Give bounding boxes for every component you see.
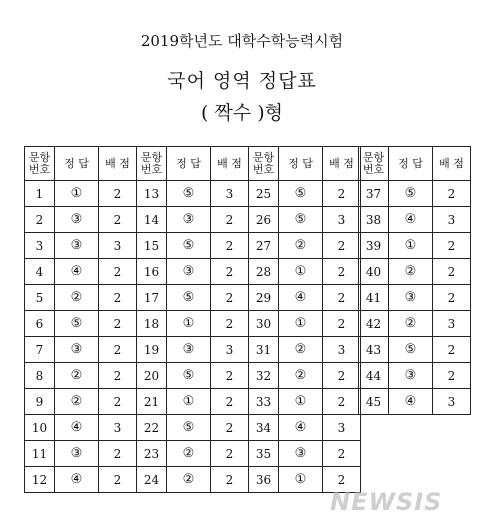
point-value: 2 [211, 207, 249, 233]
table-row [25, 389, 361, 415]
point-value: 2 [99, 467, 137, 493]
question-number: 3 [25, 233, 55, 259]
question-number: 10 [25, 415, 55, 441]
point-value: 2 [99, 311, 137, 337]
table-row [25, 285, 361, 311]
answer-mark: ⑤ [279, 207, 323, 233]
point-value: 2 [323, 285, 361, 311]
answer-mark: ⑤ [167, 181, 211, 207]
point-value: 3 [99, 415, 137, 441]
question-number: 2 [25, 207, 55, 233]
answer-mark: ③ [167, 259, 211, 285]
question-number: 38 [359, 207, 389, 233]
point-value: 2 [211, 285, 249, 311]
question-number: 14 [137, 207, 167, 233]
question-number: 45 [359, 389, 389, 415]
question-number: 29 [249, 285, 279, 311]
answer-mark: ③ [55, 233, 99, 259]
answer-mark: ③ [55, 207, 99, 233]
answer-table-main [24, 146, 361, 493]
answer-mark: ② [55, 389, 99, 415]
answer-mark: ② [167, 467, 211, 493]
table-row [25, 337, 361, 363]
question-number: 44 [359, 363, 389, 389]
column-header-points: 배 점 [211, 147, 249, 181]
question-number: 24 [137, 467, 167, 493]
column-header-points: 배 점 [433, 147, 471, 181]
table-row [359, 363, 471, 389]
answer-mark: ① [167, 311, 211, 337]
point-value: 2 [211, 441, 249, 467]
point-value: 2 [99, 389, 137, 415]
question-number: 36 [249, 467, 279, 493]
answer-mark: ② [279, 363, 323, 389]
question-number: 13 [137, 181, 167, 207]
answer-mark: ② [167, 441, 211, 467]
question-number: 40 [359, 259, 389, 285]
point-value: 3 [433, 389, 471, 415]
point-value: 2 [433, 363, 471, 389]
question-number: 11 [25, 441, 55, 467]
table-row [359, 259, 471, 285]
question-number: 20 [137, 363, 167, 389]
answer-mark: ③ [55, 337, 99, 363]
answer-mark: ⑤ [389, 337, 433, 363]
answer-mark: ② [55, 363, 99, 389]
column-header-number: 문항 번호 [25, 147, 55, 181]
point-value: 2 [99, 181, 137, 207]
point-value: 2 [433, 337, 471, 363]
answer-mark: ⑤ [167, 233, 211, 259]
answer-mark: ① [279, 311, 323, 337]
question-number: 1 [25, 181, 55, 207]
answer-mark: ③ [279, 441, 323, 467]
answer-table-extra [358, 146, 471, 415]
question-number: 26 [249, 207, 279, 233]
question-number: 43 [359, 337, 389, 363]
question-number: 7 [25, 337, 55, 363]
column-header-points: 배 점 [99, 147, 137, 181]
point-value: 2 [323, 441, 361, 467]
point-value: 2 [211, 259, 249, 285]
answer-mark: ③ [167, 337, 211, 363]
point-value: 3 [433, 207, 471, 233]
answer-mark: ③ [389, 363, 433, 389]
point-value: 2 [433, 181, 471, 207]
table-row [25, 181, 361, 207]
answer-mark: ② [279, 233, 323, 259]
answer-mark: ③ [167, 207, 211, 233]
point-value: 3 [211, 337, 249, 363]
question-number: 32 [249, 363, 279, 389]
point-value: 2 [323, 389, 361, 415]
answer-mark: ⑤ [389, 181, 433, 207]
answer-mark: ③ [389, 285, 433, 311]
question-number: 21 [137, 389, 167, 415]
column-header-answer: 정 답 [55, 147, 99, 181]
point-value: 2 [211, 389, 249, 415]
question-number: 16 [137, 259, 167, 285]
question-number: 31 [249, 337, 279, 363]
point-value: 3 [323, 207, 361, 233]
answer-mark: ④ [55, 259, 99, 285]
answer-mark: ② [389, 311, 433, 337]
answer-mark: ⑤ [167, 285, 211, 311]
question-number: 5 [25, 285, 55, 311]
answer-mark: ② [279, 337, 323, 363]
point-value: 2 [433, 285, 471, 311]
point-value: 2 [323, 311, 361, 337]
answer-mark: ① [55, 181, 99, 207]
table-row [25, 259, 361, 285]
point-value: 2 [211, 363, 249, 389]
point-value: 3 [211, 181, 249, 207]
answer-mark: ① [279, 467, 323, 493]
answer-mark: ④ [389, 389, 433, 415]
point-value: 3 [323, 337, 361, 363]
question-number: 17 [137, 285, 167, 311]
newsis-watermark: NEWSIS [330, 488, 443, 516]
column-header-answer: 정 답 [279, 147, 323, 181]
answer-mark: ④ [279, 415, 323, 441]
point-value: 2 [323, 181, 361, 207]
point-value: 2 [323, 259, 361, 285]
question-number: 35 [249, 441, 279, 467]
question-number: 12 [25, 467, 55, 493]
table-row [25, 415, 361, 441]
question-number: 4 [25, 259, 55, 285]
answer-mark: ⑤ [167, 363, 211, 389]
question-number: 39 [359, 233, 389, 259]
question-number: 23 [137, 441, 167, 467]
table-row [359, 311, 471, 337]
table-row [359, 285, 471, 311]
question-number: 42 [359, 311, 389, 337]
table-row [359, 337, 471, 363]
point-value: 2 [211, 467, 249, 493]
sheet-title: 국어 영역 정답표 [167, 70, 317, 92]
point-value: 3 [323, 415, 361, 441]
sheet-type: ( 짝수 )형 [201, 102, 283, 124]
answer-mark: ④ [55, 467, 99, 493]
point-value: 2 [433, 259, 471, 285]
point-value: 3 [433, 311, 471, 337]
answer-mark: ⑤ [167, 415, 211, 441]
point-value: 2 [99, 259, 137, 285]
column-header-number: 문항 번호 [137, 147, 167, 181]
table-row [25, 441, 361, 467]
answer-mark: ② [389, 259, 433, 285]
question-number: 30 [249, 311, 279, 337]
answer-mark: ① [167, 389, 211, 415]
question-number: 27 [249, 233, 279, 259]
table-row [359, 207, 471, 233]
point-value: 2 [433, 233, 471, 259]
answer-mark: ① [279, 389, 323, 415]
table-row [359, 181, 471, 207]
question-number: 8 [25, 363, 55, 389]
column-header-answer: 정 답 [167, 147, 211, 181]
table-row [25, 311, 361, 337]
question-number: 28 [249, 259, 279, 285]
question-number: 25 [249, 181, 279, 207]
answer-mark: ⑤ [279, 181, 323, 207]
point-value: 2 [99, 207, 137, 233]
table-row [25, 233, 361, 259]
point-value: 2 [211, 311, 249, 337]
point-value: 2 [99, 441, 137, 467]
point-value: 2 [211, 233, 249, 259]
answer-mark: ② [55, 285, 99, 311]
question-number: 9 [25, 389, 55, 415]
question-number: 15 [137, 233, 167, 259]
question-number: 18 [137, 311, 167, 337]
question-number: 34 [249, 415, 279, 441]
exam-title: 2019학년도 대학수학능력시험 [140, 32, 344, 50]
point-value: 2 [99, 337, 137, 363]
answer-mark: ③ [55, 441, 99, 467]
table-row [359, 233, 471, 259]
point-value: 2 [211, 415, 249, 441]
table-row [25, 363, 361, 389]
question-number: 41 [359, 285, 389, 311]
column-header-number: 문항 번호 [249, 147, 279, 181]
answer-mark: ④ [389, 207, 433, 233]
point-value: 2 [323, 233, 361, 259]
question-number: 6 [25, 311, 55, 337]
column-header-points: 배 점 [323, 147, 361, 181]
point-value: 2 [323, 363, 361, 389]
table-row [25, 467, 361, 493]
point-value: 2 [99, 363, 137, 389]
table-row [359, 389, 471, 415]
answer-mark: ① [279, 259, 323, 285]
point-value: 2 [99, 285, 137, 311]
column-header-answer: 정 답 [389, 147, 433, 181]
table-row [25, 207, 361, 233]
point-value: 3 [99, 233, 137, 259]
answer-mark: ⑤ [55, 311, 99, 337]
point-value: 2 [323, 467, 361, 493]
answer-mark: ④ [279, 285, 323, 311]
question-number: 33 [249, 389, 279, 415]
question-number: 37 [359, 181, 389, 207]
question-number: 19 [137, 337, 167, 363]
column-header-number: 문항 번호 [359, 147, 389, 181]
question-number: 22 [137, 415, 167, 441]
answer-mark: ① [389, 233, 433, 259]
answer-mark: ④ [55, 415, 99, 441]
